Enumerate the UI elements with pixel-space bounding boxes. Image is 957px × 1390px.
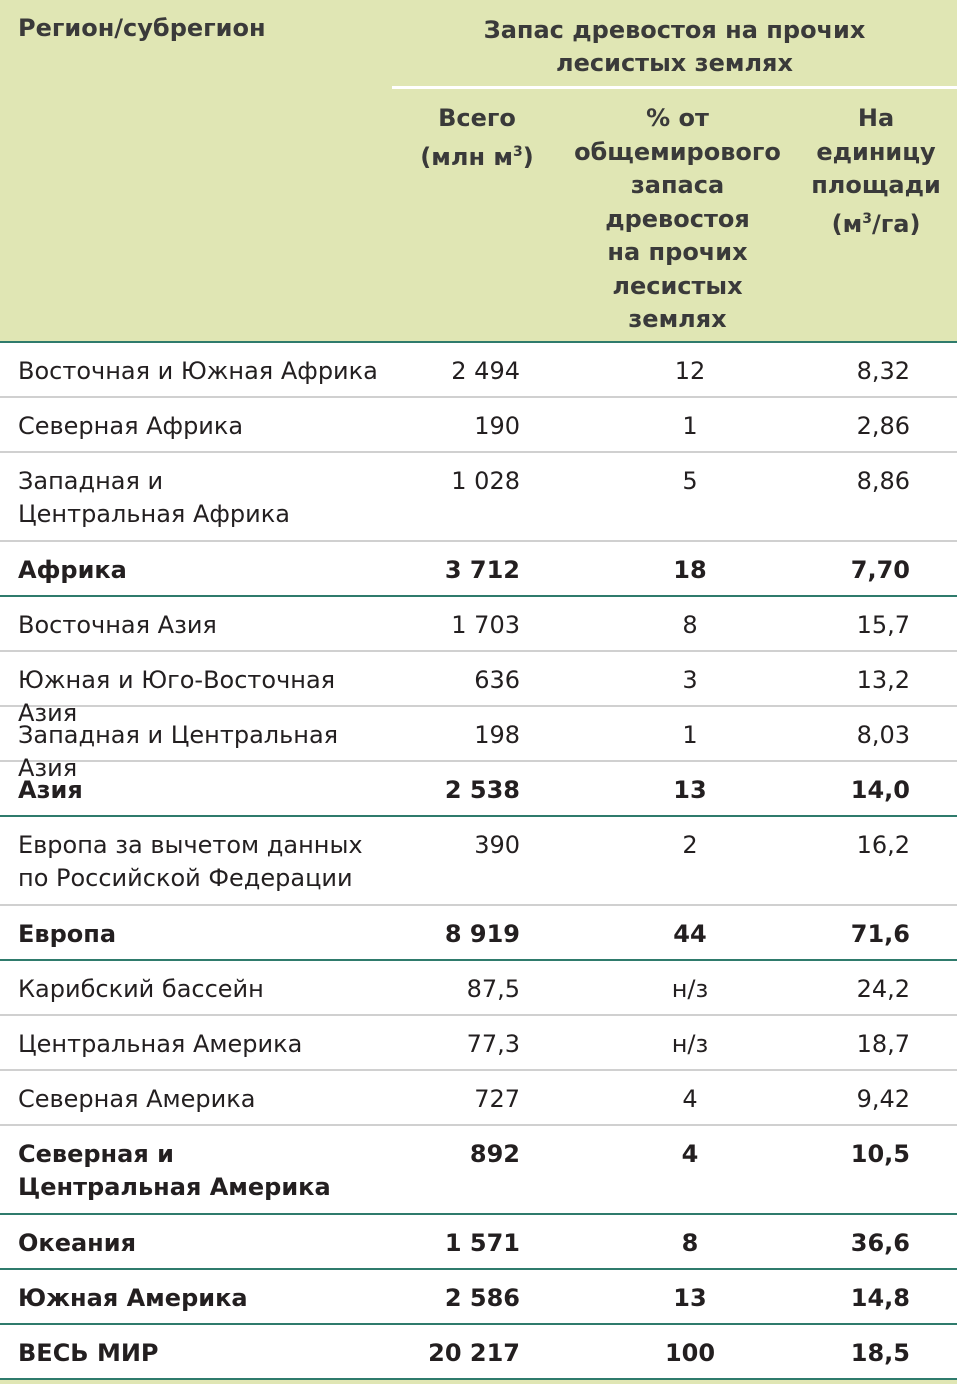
percent-cell: 44 [673, 920, 707, 948]
subtotal-row [0, 1270, 957, 1325]
header-line: лесистых [612, 271, 743, 300]
total-cell: 1 703 [451, 611, 520, 639]
per-area-cell: 14,8 [850, 1284, 910, 1312]
per-area-cell: 7,70 [850, 556, 910, 584]
table-row [0, 1071, 957, 1126]
header-line: единицу [816, 137, 936, 166]
per-area-cell: 14,0 [850, 776, 910, 804]
total-cell: 190 [474, 412, 520, 440]
region-cell: Южная Америка [18, 1284, 248, 1312]
total-cell: 2 494 [451, 357, 520, 385]
percent-cell: 13 [673, 1284, 707, 1312]
region-cell: Европа [18, 920, 117, 948]
group-header-line: Запас древостоя на прочих [483, 16, 866, 44]
per-area-cell: 36,6 [850, 1229, 910, 1257]
header-line: запаса [630, 171, 725, 199]
per-area-cell: 18,5 [850, 1339, 910, 1367]
total-cell: 636 [474, 666, 520, 694]
total-cell: 198 [474, 721, 520, 749]
table-row [0, 1016, 957, 1071]
per-area-cell: 10,5 [850, 1140, 910, 1168]
subtotal-row [0, 906, 957, 961]
table-footer-band [0, 1380, 957, 1384]
region-cell: Западная и Центральная Азия [18, 721, 339, 782]
region-cell: Северная Америка [18, 1085, 256, 1113]
table-row [0, 817, 957, 906]
percent-column-header [570, 102, 785, 337]
percent-cell: 3 [682, 666, 698, 694]
region-cell: Европа за вычетом данных по Российской Федерации [18, 831, 363, 892]
region-cell: Океания [18, 1229, 136, 1257]
total-cell: 20 217 [428, 1339, 520, 1367]
region-column-header: Регион/субрегион [18, 14, 266, 42]
table-row [0, 961, 957, 1016]
percent-cell: 1 [682, 721, 698, 749]
table-row [0, 343, 957, 398]
percent-cell: 18 [673, 556, 707, 584]
total-cell: 2 586 [444, 1284, 520, 1312]
table-header [0, 0, 957, 343]
total-cell: 77,3 [466, 1030, 520, 1058]
header-line: % от [646, 104, 709, 132]
per-area-column-header [795, 102, 957, 241]
percent-cell: 4 [682, 1085, 698, 1113]
region-cell: Южная и Юго-Восточная Азия [18, 666, 336, 727]
percent-cell: 100 [664, 1339, 716, 1367]
region-cell: Карибский бассейн [18, 975, 264, 1003]
table-row [0, 398, 957, 453]
world-total-row [0, 1325, 957, 1380]
header-line: землях [628, 305, 727, 333]
total-cell: 892 [469, 1140, 520, 1168]
total-cell: 1 571 [444, 1229, 520, 1257]
per-area-cell: 16,2 [856, 831, 910, 859]
region-cell: Азия [18, 776, 83, 804]
percent-cell: 12 [674, 357, 706, 385]
percent-cell: 1 [682, 412, 698, 440]
subtotal-row [0, 542, 957, 597]
header-line: древостоя [605, 204, 750, 233]
region-cell: Африка [18, 556, 127, 584]
header-line [392, 136, 562, 175]
percent-cell: 13 [673, 776, 707, 804]
per-area-cell: 15,7 [856, 611, 910, 639]
superscript: 3 [862, 210, 872, 227]
header-text: ) [522, 142, 534, 171]
total-cell: 8 919 [444, 920, 520, 948]
header-line: общемирового [574, 137, 781, 166]
region-cell: ВЕСЬ МИР [18, 1339, 159, 1367]
per-area-cell: 13,2 [856, 666, 910, 694]
superscript: 3 [513, 143, 523, 160]
region-cell: Северная и Центральная Америка [18, 1140, 331, 1201]
per-area-cell: 8,86 [856, 467, 910, 495]
table-row [0, 707, 957, 782]
table-row [0, 597, 957, 652]
header-line: на прочих [607, 238, 748, 266]
region-cell: Западная и Центральная Африка [18, 467, 290, 528]
header-text: (млн м [420, 142, 513, 171]
per-area-cell: 24,2 [856, 975, 910, 1003]
percent-cell: 8 [681, 1229, 699, 1257]
group-header-line: лесистых землях [556, 49, 793, 77]
percent-cell: н/з [671, 1030, 709, 1058]
percent-cell: 2 [682, 831, 698, 859]
header-line [795, 203, 957, 242]
per-area-cell: 8,32 [856, 357, 910, 385]
total-cell: 3 712 [444, 556, 520, 584]
percent-cell: н/з [671, 975, 709, 1003]
per-area-cell: 18,7 [856, 1030, 910, 1058]
subtotal-row [0, 762, 957, 817]
subtotal-row [0, 1215, 957, 1270]
region-cell: Восточная и Южная Африка [18, 357, 378, 385]
header-divider [392, 86, 957, 89]
total-cell: 2 538 [444, 776, 520, 804]
header-line: Всего [438, 104, 516, 132]
total-cell: 390 [474, 831, 520, 859]
table-row [0, 652, 957, 727]
region-cell: Центральная Америка [18, 1030, 303, 1058]
header-text: /га) [871, 209, 921, 238]
total-cell: 1 028 [451, 467, 520, 495]
header-line: На [857, 104, 895, 132]
percent-cell: 8 [682, 611, 698, 639]
region-cell: Северная Африка [18, 412, 244, 440]
header-text: (м [831, 209, 863, 238]
total-column-header [392, 102, 562, 174]
region-cell: Восточная Азия [18, 611, 217, 639]
per-area-cell: 71,6 [850, 920, 910, 948]
percent-cell: 4 [681, 1140, 699, 1168]
subtotal-row [0, 1126, 957, 1215]
per-area-cell: 9,42 [856, 1085, 910, 1113]
per-area-cell: 2,86 [856, 412, 910, 440]
group-column-header [392, 14, 957, 80]
total-cell: 727 [474, 1085, 520, 1113]
header-line: площади [811, 171, 941, 199]
per-area-cell: 8,03 [856, 721, 910, 749]
table-row [0, 453, 957, 542]
total-cell: 87,5 [466, 975, 520, 1003]
percent-cell: 5 [682, 467, 698, 495]
